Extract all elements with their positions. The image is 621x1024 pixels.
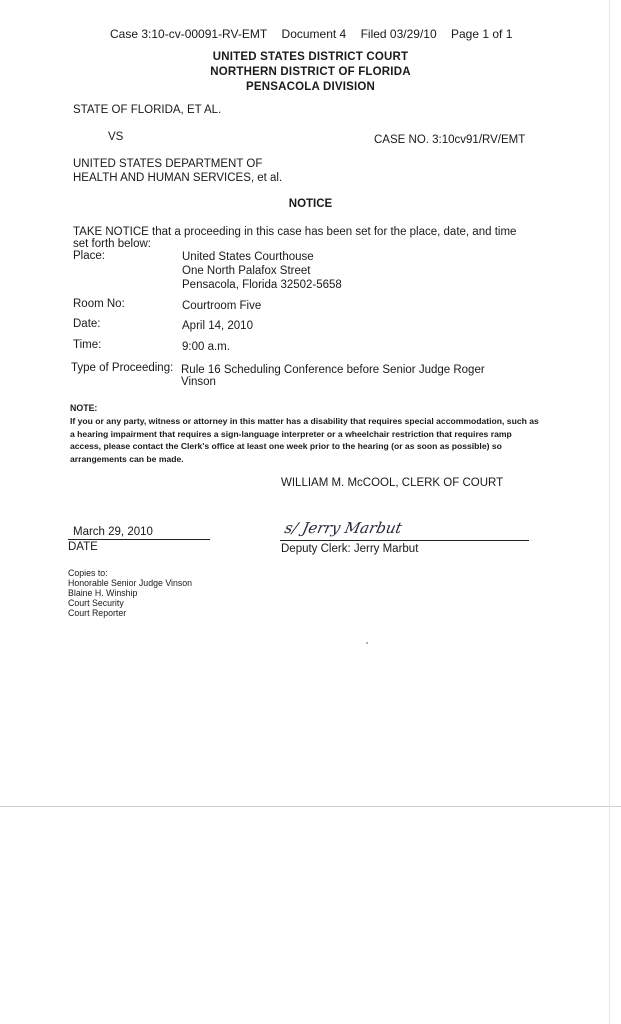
place-line2: One North Palafox Street [182,265,311,277]
place-label: Place: [73,250,105,262]
scan-edge [609,0,610,1024]
plaintiff: STATE OF FLORIDA, ET AL. [73,104,222,116]
deputy-clerk: Deputy Clerk: Jerry Marbut [281,543,419,555]
court-name-line1: UNITED STATES DISTRICT COURT [212,51,409,63]
copies-recipient: Court Security [68,598,124,608]
signed-date: March 29, 2010 [73,526,153,538]
clerk-of-court: WILLIAM M. McCOOL, CLERK OF COURT [281,477,504,489]
note-body: If you or any party, witness or attorney in this matter has a disability that requires special accommodation, such as a hearing impairment that requires a sign-language interpreter or a wheelchair restriction that requires ramp access, please contact the Clerk's office at least one week prior to the hearing (or as soon as possible) so arrangements can be made. [70,416,539,464]
date-label: Date: [73,318,101,330]
proceeding-type-line1: Rule 16 Scheduling Conference before Senior Judge Roger [181,364,485,376]
scan-speck [366,642,368,644]
defendant-line2: HEALTH AND HUMAN SERVICES, et al. [73,172,283,184]
room-label: Room No: [73,298,125,310]
date-underline [68,539,210,540]
defendant-line1: UNITED STATES DEPARTMENT OF [73,158,263,170]
page-break-line [0,806,621,807]
copies-recipient: Honorable Senior Judge Vinson [68,578,193,588]
place-line3: Pensacola, Florida 32502-5658 [182,279,342,291]
note-heading: NOTE: [70,403,98,413]
copies-recipient: Blaine H. Winship [68,588,138,598]
case-id: Case 3:10-cv-00091-RV-EMT [110,27,268,41]
time-label: Time: [73,339,102,351]
time-value: 9:00 a.m. [182,341,230,353]
document-number: Document 4 [281,27,347,41]
place-line1: United States Courthouse [182,251,314,263]
clerk-signature: s/ Jerry Marbut [283,519,404,537]
date-value: April 14, 2010 [182,320,253,332]
filed-date: Filed 03/29/10 [360,27,437,41]
notice-title: NOTICE [288,198,333,210]
copies-recipient: Court Reporter [68,608,127,618]
court-name-line3: PENSACOLA DIVISION [245,81,376,93]
case-number: CASE NO. 3:10cv91/RV/EMT [374,134,526,146]
date-caption: DATE [68,541,98,553]
signature-underline [280,540,529,541]
court-name-line2: NORTHERN DISTRICT OF FLORIDA [210,66,411,78]
copies-heading: Copies to: [68,568,108,578]
proceeding-type-line2: Vinson [181,376,216,388]
page-number: Page 1 of 1 [450,27,513,41]
notice-intro-line2: set forth below: [73,238,151,250]
room-value: Courtroom Five [182,300,262,312]
versus: VS [108,131,124,143]
proceeding-type-label: Type of Proceeding: [71,362,174,374]
document-header [110,27,523,41]
notice-intro-line1: TAKE NOTICE that a proceeding in this case has been set for the place, date, and time [73,226,517,238]
